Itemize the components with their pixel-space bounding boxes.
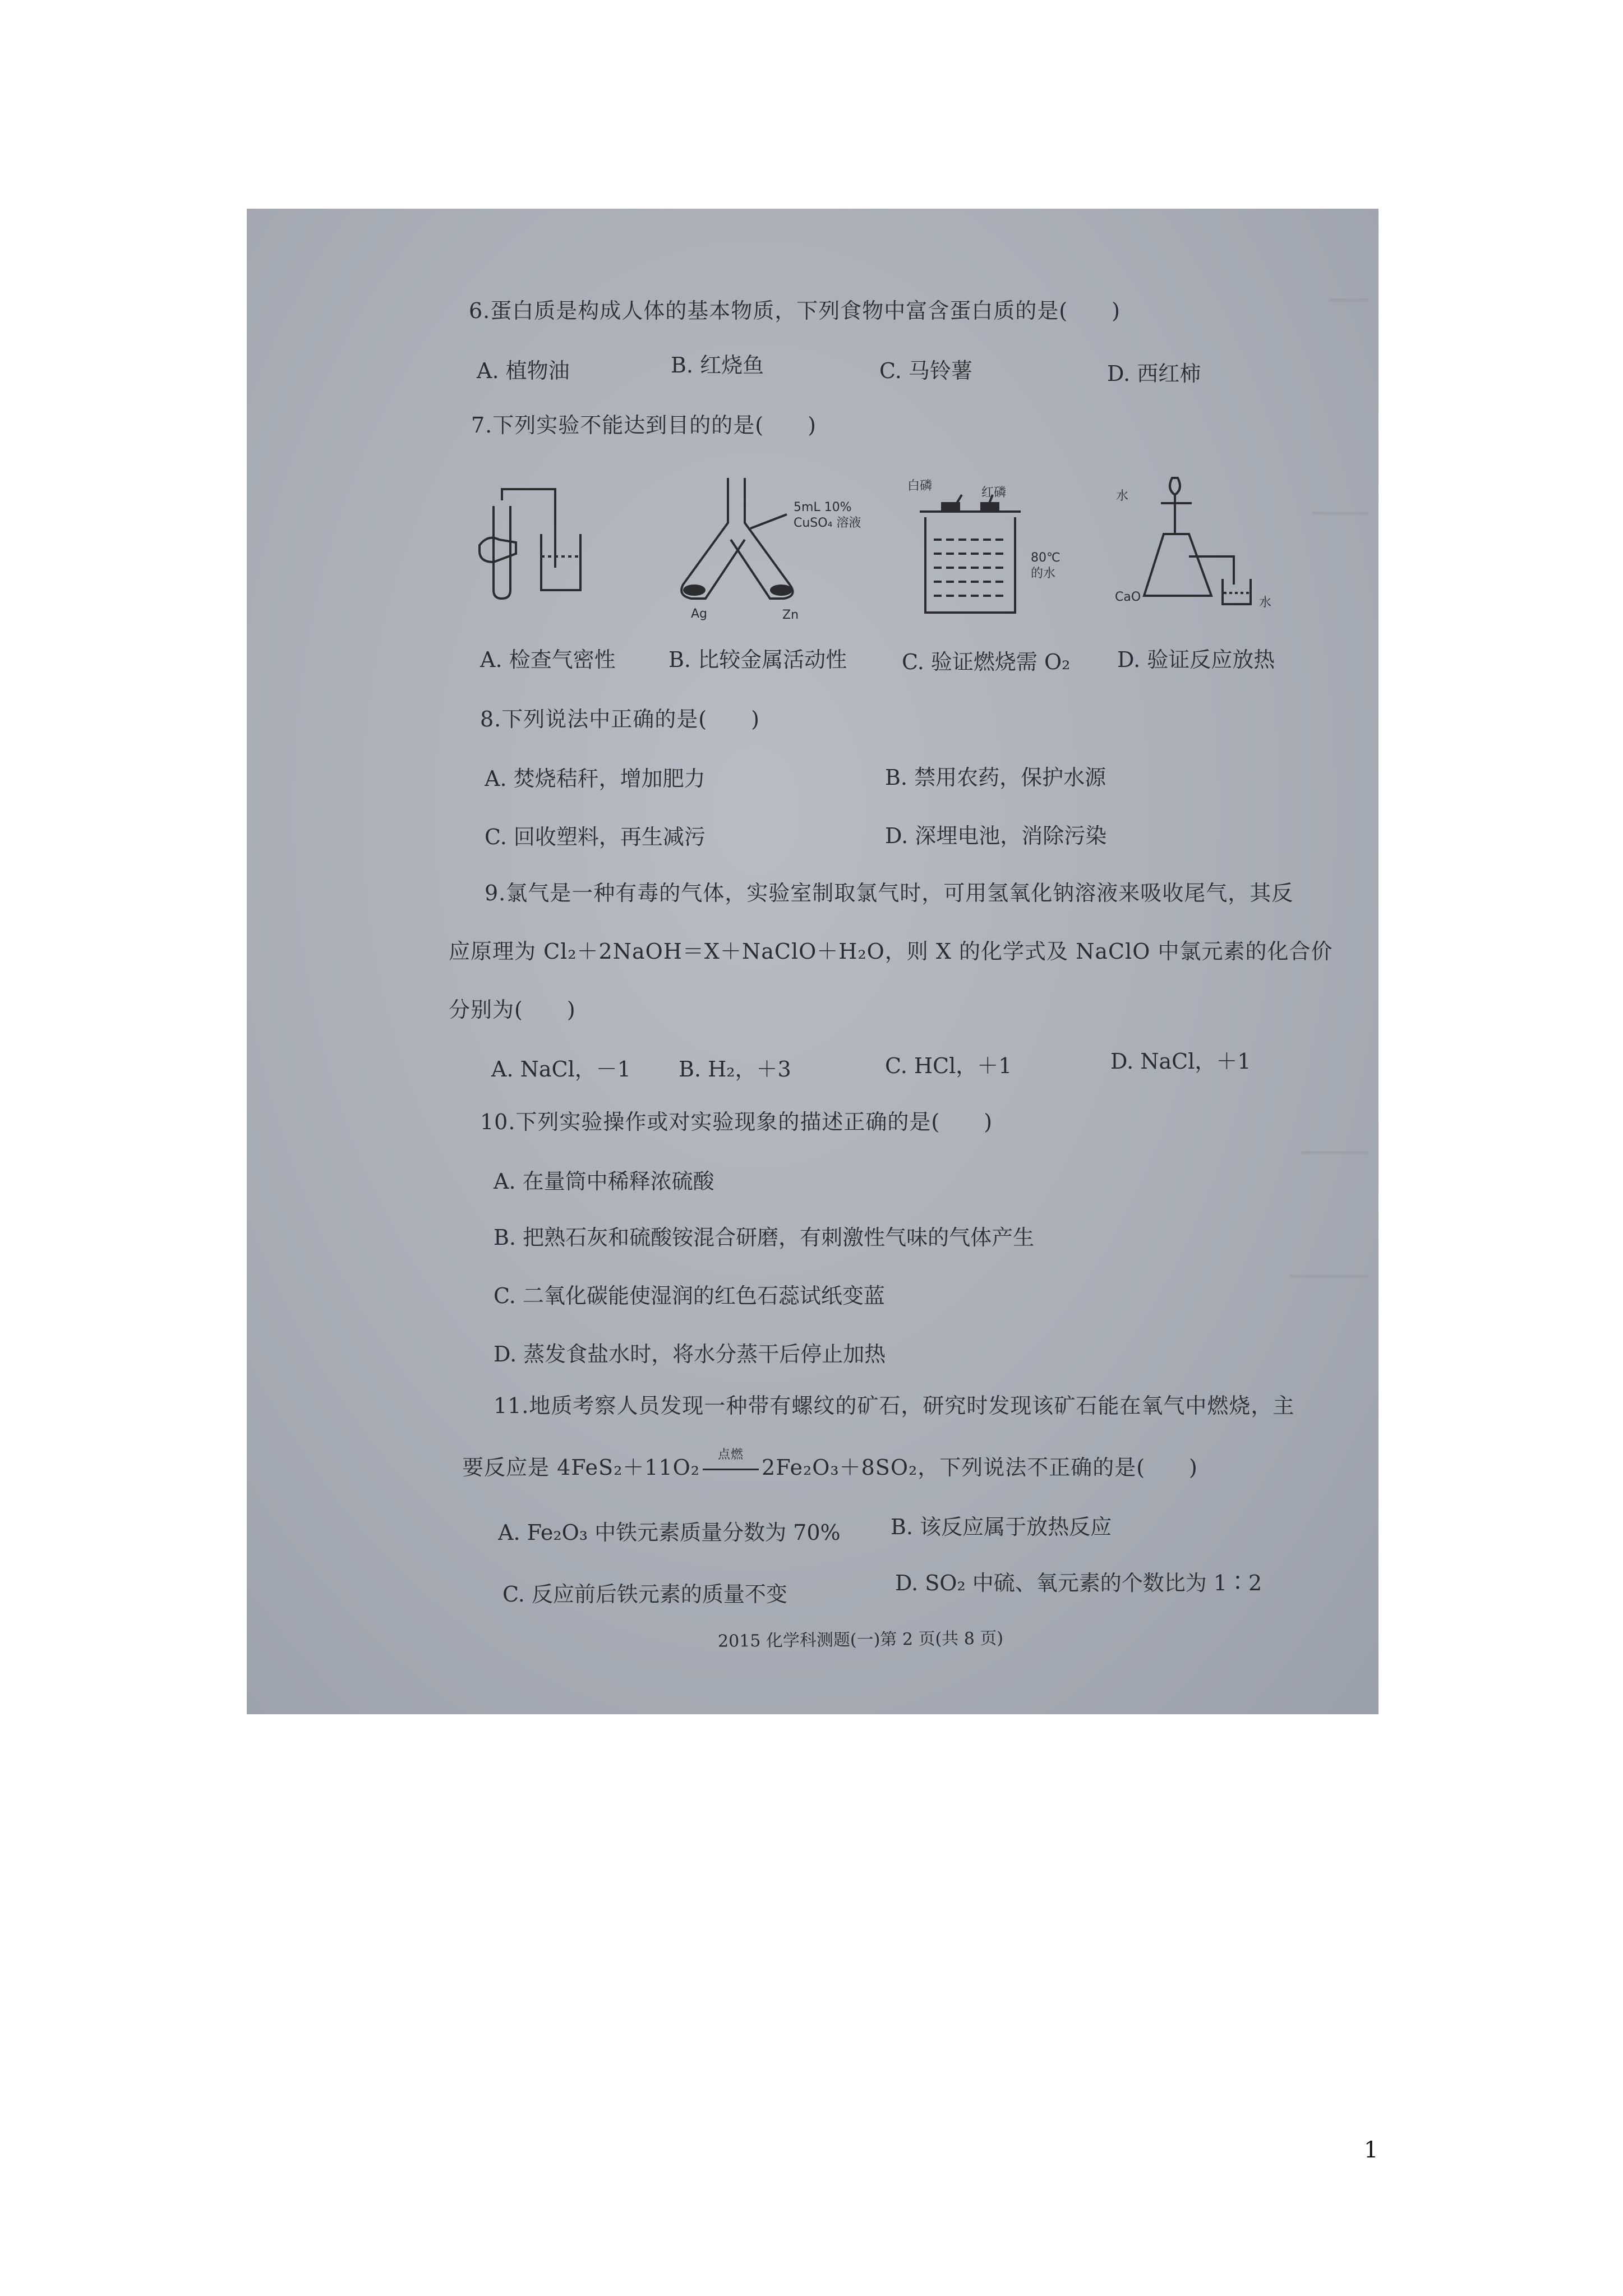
q11-equation-products: 2Fe₂O₃＋8SO₂，下列说法不正确的是( ) [762,1455,1198,1480]
exam-page-footer: 2015 化学科测题(一)第 2 页(共 8 页) [717,1628,1004,1651]
q7-option-c: C. 验证燃烧需 O₂ [902,650,1071,674]
bleed-mark [1301,1151,1368,1154]
q7-option-b: B. 比较金属活动性 [668,647,847,672]
figure-airtightness-apparatus [471,478,606,607]
bleed-mark [1329,298,1368,302]
q11-line-1: 11.地质考察人员发现一种带有螺纹的矿石，研究时发现该矿石能在氧气中燃烧，主 [494,1393,1295,1418]
q10-option-b: B. 把熟石灰和硫酸铵混合研磨，有刺激性气味的气体产生 [494,1225,1035,1250]
q10-stem: 10.下列实验操作或对实验现象的描述正确的是( ) [480,1110,993,1134]
figure-exothermic-apparatus [1122,472,1279,613]
q8-option-b: B. 禁用农药，保护水源 [885,765,1106,790]
q9-line-2: 应原理为 Cl₂＋2NaOH＝X＋NaClO＋H₂O，则 X 的化学式及 NaClO 中氯元素的化合价 [449,939,1333,964]
q7-option-d: D. 验证反应放热 [1117,647,1275,672]
label-cao: CaO [1115,590,1141,604]
q10-option-a: A. 在量筒中稀释浓硫酸 [494,1169,714,1194]
label-ag: Ag [691,607,708,621]
q11-option-a: A. Fe₂O₃ 中铁元素质量分数为 70% [498,1520,841,1545]
q9-line-3: 分别为( ) [449,997,576,1022]
label-red-phosphorus: 红磷 [981,486,1007,500]
q6-option-c: C. 马铃薯 [879,358,972,383]
q10-option-d: D. 蒸发食盐水时，将水分蒸干后停止加热 [494,1342,886,1366]
q6-stem: 6.蛋白质是构成人体的基本物质，下列食物中富含蛋白质的是( ) [469,298,1121,323]
bleed-mark [1290,1274,1368,1278]
q11-equation-reactants: 要反应是 4FeS₂＋11O₂ [462,1455,700,1480]
figure-y-tube-metals [666,467,846,613]
q9-option-c: C. HCl，＋1 [885,1053,1012,1078]
label-cuso4-solution: CuSO₄ 溶液 [794,516,861,530]
q8-option-d: D. 深埋电池，消除污染 [885,823,1107,848]
label-zn: Zn [782,608,799,622]
q9-option-d: D. NaCl，＋1 [1110,1049,1251,1074]
figure-combustion-beaker [909,484,1038,618]
q11-reaction-arrow [700,1448,762,1481]
q8-option-a: A. 焚烧秸秆，增加肥力 [485,766,706,791]
q11-line-2 [462,1448,1198,1481]
q11-option-d: D. SO₂ 中硫、氧元素的个数比为 1∶2 [895,1571,1262,1595]
label-water-funnel: 水 [1116,489,1129,503]
bleed-mark [1312,512,1368,515]
q7-option-a: A. 检查气密性 [480,647,616,672]
q7-stem: 7.下列实验不能达到目的的是( ) [471,413,817,438]
label-hot-water: 的水 [1031,567,1056,581]
q6-option-d: D. 西红柿 [1107,361,1201,386]
q11-reaction-condition: 点燃 [718,1448,744,1462]
label-water-beaker: 水 [1259,596,1272,610]
q11-option-b: B. 该反应属于放热反应 [891,1515,1112,1539]
q11-option-c: C. 反应前后铁元素的质量不变 [502,1582,787,1607]
q6-option-b: B. 红烧鱼 [671,353,764,378]
q6-option-a: A. 植物油 [477,358,570,383]
label-water-temperature: 80℃ [1031,551,1061,565]
q10-option-c: C. 二氧化碳能使湿润的红色石蕊试纸变蓝 [494,1283,885,1308]
q9-line-1: 9.氯气是一种有毒的气体，实验室制取氯气时，可用氢氧化钠溶液来吸收尾气，其反 [485,881,1294,905]
label-cuso4-volume: 5mL 10% [794,500,852,514]
q8-option-c: C. 回收塑料，再生减污 [485,825,706,849]
page-number: 1 [1364,2137,1378,2163]
q8-stem: 8.下列说法中正确的是( ) [480,707,760,731]
scanned-exam-photo [247,209,1378,1714]
q9-option-a: A. NaCl，－1 [491,1057,631,1082]
q9-option-b: B. H₂，＋3 [679,1057,791,1082]
label-white-phosphorus: 白磷 [907,479,933,493]
